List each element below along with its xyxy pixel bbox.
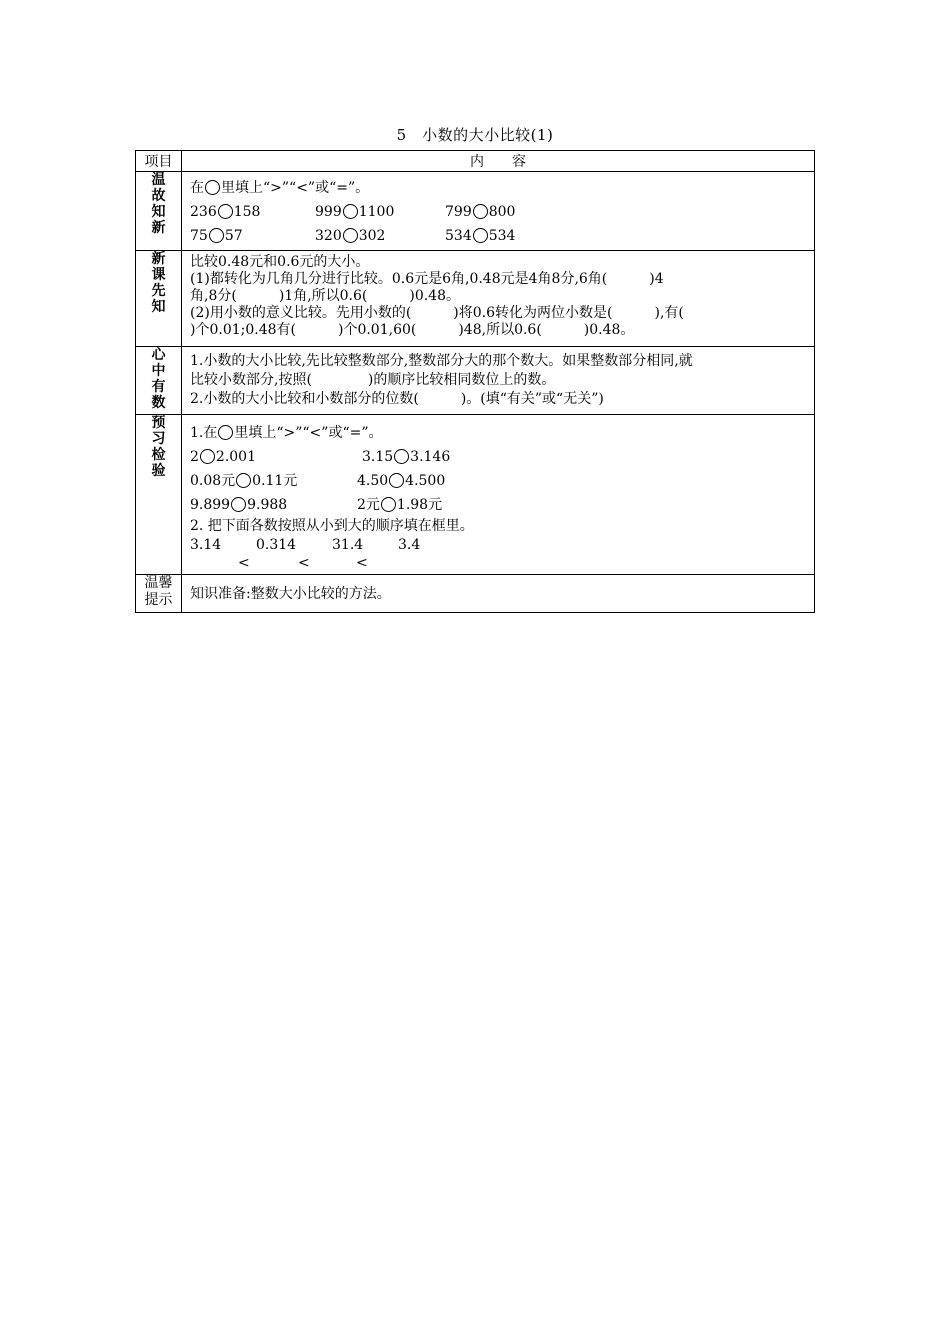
label-char: 心	[151, 347, 166, 363]
label-char: 数	[151, 395, 166, 411]
less-than-sign: <	[356, 555, 368, 571]
circle-blank-icon[interactable]	[381, 497, 396, 512]
circle-blank-icon[interactable]	[389, 473, 404, 488]
number: 2	[190, 449, 199, 465]
number: 999	[315, 204, 342, 220]
label-text: 提示	[144, 592, 173, 608]
header-content: 内 容	[182, 151, 815, 172]
number-list	[190, 536, 808, 555]
number: 4.500	[405, 473, 446, 489]
number: 3.146	[410, 449, 451, 465]
number: 0.11元	[252, 473, 298, 489]
text-line: 比较0.48元和0.6元的大小。	[190, 254, 370, 270]
order-boxes	[190, 555, 808, 572]
number: 75	[190, 228, 208, 244]
circle-blank-icon[interactable]	[236, 473, 251, 488]
circle-blank-icon[interactable]	[218, 204, 233, 219]
number: 31.4	[332, 537, 364, 553]
review-instruction	[190, 176, 808, 200]
compare-item	[357, 469, 445, 493]
tips-text: 知识准备:整数大小比较的方法。	[190, 585, 391, 602]
text-line: 2.小数的大小比较和小数部分的位数( )。(填“有关”或“无关”)	[190, 391, 604, 407]
compare-item	[190, 224, 315, 248]
label-char: 知	[151, 204, 166, 220]
number: 1100	[358, 204, 395, 220]
number: 800	[488, 204, 516, 220]
question-text: 里填上“>”“<”或“=”。	[234, 425, 383, 441]
compare-item	[190, 469, 357, 493]
new-lesson-row	[136, 251, 815, 347]
number: 799	[445, 204, 472, 220]
instruction-text: 里填上“>”“<”或“=”。	[221, 180, 370, 196]
label-text: 温馨	[144, 575, 173, 591]
compare-item	[445, 200, 515, 224]
circle-blank-icon[interactable]	[473, 228, 488, 243]
page-title: 5 小数的大小比较(1)	[396, 126, 554, 144]
text-line: 角,8分( )1角,所以0.6( )0.48。	[190, 288, 460, 304]
worksheet-table	[135, 150, 815, 613]
circle-blank-icon[interactable]	[209, 228, 224, 243]
number: 4.50	[357, 473, 389, 489]
label-char: 知	[151, 299, 166, 315]
number: 2.001	[215, 449, 257, 465]
compare-item	[190, 200, 315, 224]
practice-label	[136, 415, 182, 575]
text-line: (1)都转化为几角几分进行比较。0.6元是6角,0.48元是4角8分,6角( )4	[190, 271, 664, 287]
number: 0.08元	[190, 473, 236, 489]
number: 302	[358, 228, 386, 244]
instruction-text: 在	[190, 180, 204, 196]
circle-blank-icon[interactable]	[343, 204, 358, 219]
number: 3.15	[362, 449, 394, 465]
compare-item	[315, 224, 445, 248]
practice-pair-row	[190, 469, 808, 493]
number: 534	[445, 228, 472, 244]
compare-item	[190, 493, 357, 517]
number: 57	[224, 228, 243, 244]
number: 3.14	[190, 537, 222, 553]
new-lesson-label	[136, 251, 182, 347]
number: 9.899	[190, 497, 231, 513]
label-char: 中	[151, 363, 166, 379]
tips-label	[136, 575, 182, 613]
key-points-label	[136, 347, 182, 415]
label-char: 先	[151, 283, 166, 299]
practice-q1	[190, 421, 808, 445]
practice-pair-row	[190, 493, 808, 517]
compare-item	[362, 445, 450, 469]
number: 236	[190, 204, 217, 220]
header-row	[136, 151, 815, 172]
review-label	[136, 172, 182, 251]
label-char: 检	[151, 447, 166, 463]
circle-blank-icon[interactable]	[231, 497, 246, 512]
tips-content	[182, 575, 815, 613]
number: 2元	[357, 497, 380, 513]
text-line: 比较小数部分,按照( )的顺序比较相同数位上的数。	[190, 372, 556, 388]
number: 0.314	[256, 537, 297, 553]
compare-item	[445, 224, 515, 248]
key-points-row	[136, 347, 815, 415]
review-row-2	[190, 224, 808, 248]
compare-item	[190, 445, 362, 469]
practice-q2: 2. 把下面各数按照从小到大的顺序填在框里。	[190, 518, 474, 534]
circle-blank-icon[interactable]	[473, 204, 488, 219]
label-char: 课	[151, 267, 166, 283]
text-line: )个0.01;0.48有( )个0.01,60( )48,所以0.6( )0.48。	[190, 322, 635, 338]
number: 3.4	[398, 537, 421, 553]
practice-row	[136, 415, 815, 575]
label-char: 温	[151, 172, 166, 188]
circle-blank-icon[interactable]	[394, 449, 409, 464]
key-points-content	[182, 347, 815, 415]
compare-item	[315, 200, 445, 224]
compare-item	[357, 493, 442, 517]
label-char: 验	[151, 463, 166, 479]
header-item: 项目	[136, 151, 182, 172]
text-line: 1.小数的大小比较,先比较整数部分,整数部分大的那个数大。如果整数部分相同,就	[190, 353, 693, 369]
new-lesson-content	[182, 251, 815, 347]
review-content	[182, 172, 815, 251]
practice-content	[182, 415, 815, 575]
practice-pair-row	[190, 445, 808, 469]
circle-blank-icon[interactable]	[218, 425, 233, 440]
circle-blank-icon[interactable]	[205, 180, 220, 195]
label-char: 有	[151, 379, 166, 395]
text-line: (2)用小数的意义比较。先用小数的( )将0.6转化为两位小数是( ),有(	[190, 305, 684, 321]
label-char: 新	[151, 251, 166, 267]
label-char: 预	[151, 415, 166, 431]
number: 320	[315, 228, 342, 244]
less-than-sign: <	[238, 555, 250, 571]
review-row-1	[190, 200, 808, 224]
circle-blank-icon[interactable]	[343, 228, 358, 243]
review-row	[136, 172, 815, 251]
question-text: 1.在	[190, 425, 218, 441]
number: 158	[233, 204, 261, 220]
tips-row	[136, 575, 815, 613]
label-char: 故	[151, 188, 166, 204]
circle-blank-icon[interactable]	[200, 449, 215, 464]
number: 9.988	[247, 497, 288, 513]
less-than-sign: <	[298, 555, 310, 571]
number: 1.98元	[396, 497, 443, 513]
label-char: 习	[151, 431, 166, 447]
number: 534	[488, 228, 516, 244]
label-char: 新	[151, 220, 166, 236]
